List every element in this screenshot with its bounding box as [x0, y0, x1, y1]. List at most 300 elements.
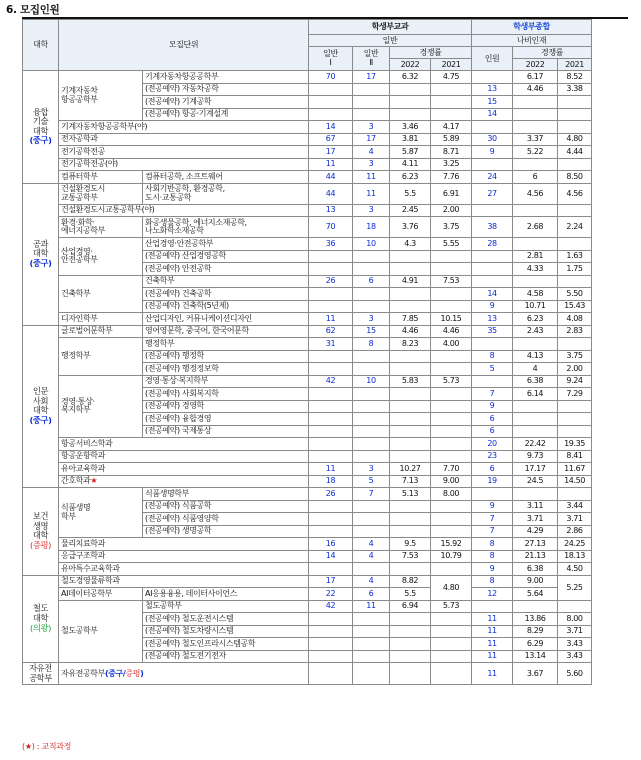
table-cell-value: 6.14: [513, 388, 558, 401]
table-cell-value: [431, 500, 472, 513]
table-cell-label: 화공생물공학, 에너지소재공학, 나노화학소재공학: [143, 217, 309, 238]
table-cell-value: 11: [353, 171, 390, 184]
table-cell-value: [431, 625, 472, 638]
table-cell-value: 7.70: [431, 463, 472, 476]
header-competition-subject: 경쟁률: [390, 47, 472, 59]
table-cell-label: 간호학과★: [59, 475, 309, 488]
table-cell-value: 3.75: [558, 350, 592, 363]
table-cell-value: [431, 350, 472, 363]
table-cell-value: 3.71: [558, 513, 592, 526]
table-cell-value: 4.75: [431, 71, 472, 84]
unit-arch: 건축학부: [59, 275, 143, 313]
table-cell-label: 응급구조학과: [59, 550, 309, 563]
table-cell-value: [390, 413, 431, 426]
table-cell-value: 5.60: [558, 663, 592, 685]
table-cell-value: 22.42: [513, 438, 558, 451]
table-cell-value: [513, 600, 558, 613]
table-cell-value: 4.08: [558, 313, 592, 326]
free-major-campus: (중구/증평): [104, 668, 144, 678]
table-cell-value: 9: [472, 146, 513, 159]
table-cell-value: 7: [472, 388, 513, 401]
table-cell-value: [472, 250, 513, 263]
table-cell-value: 38: [472, 217, 513, 238]
table-cell-value: 16: [309, 538, 353, 551]
table-cell-value: 5.22: [513, 146, 558, 159]
table-cell-value: 2.00: [558, 363, 592, 376]
table-cell-value: 42: [309, 600, 353, 613]
table-row: [23, 538, 629, 551]
college-engineering: 공과 대학 (중구): [23, 183, 59, 325]
table-cell-value: 3.46: [390, 121, 431, 134]
table-cell-value: 15: [472, 96, 513, 109]
table-cell-value: [390, 388, 431, 401]
table-cell-value: [558, 425, 592, 438]
table-cell-value: 35: [472, 325, 513, 338]
table-cell-value: [353, 663, 390, 685]
table-cell-value: 3.76: [390, 217, 431, 238]
table-cell-value: [353, 300, 390, 313]
unit-rail: 철도공학부: [59, 600, 143, 663]
table-cell-value: [431, 108, 472, 121]
header-subject-group: 학생부교과: [309, 20, 472, 35]
table-cell-value: [390, 613, 431, 626]
table-row: [23, 204, 629, 217]
table-cell-value: [390, 363, 431, 376]
table-cell-label: (전공예약) 건축학(5년제): [143, 300, 309, 313]
table-cell-label: (전공예약) 건축공학: [143, 288, 309, 301]
table-row: [23, 563, 629, 576]
table-cell-value: 18: [309, 475, 353, 488]
table-cell-value: 11: [353, 600, 390, 613]
table-cell-value: 17.17: [513, 463, 558, 476]
table-cell-value: 8.00: [558, 613, 592, 626]
table-cell-value: [558, 108, 592, 121]
table-cell-value: 3.38: [558, 83, 592, 96]
table-cell-value: 8.52: [558, 71, 592, 84]
header-2021-nabi: 2021: [558, 59, 592, 71]
table-cell-value: 5.25: [558, 575, 592, 600]
table-cell-value: [309, 388, 353, 401]
table-cell-value: [353, 250, 390, 263]
table-cell-value: [353, 350, 390, 363]
table-cell-value: 27.13: [513, 538, 558, 551]
table-cell-label: (전공예약) 철도인프라시스템공학: [143, 638, 309, 651]
table-cell-value: 2.81: [513, 250, 558, 263]
table-cell-value: [472, 375, 513, 388]
table-cell-value: [390, 563, 431, 576]
table-cell-value: 4.56: [558, 183, 592, 204]
table-cell-value: 6: [472, 425, 513, 438]
table-cell-value: 6.17: [513, 71, 558, 84]
college-health: 보건 생명 대학 (증평): [23, 488, 59, 576]
table-cell-value: 8.41: [558, 450, 592, 463]
table-cell-label: (전공예약) 자동차공학: [143, 83, 309, 96]
table-cell-value: 5.73: [431, 600, 472, 613]
table-cell-value: 4: [513, 363, 558, 376]
table-cell-value: [513, 108, 558, 121]
table-cell-value: 5: [472, 363, 513, 376]
table-row: [23, 550, 629, 563]
table-cell-value: 8: [472, 550, 513, 563]
table-cell-value: 2.45: [390, 204, 431, 217]
table-row: [23, 325, 629, 338]
table-cell-value: 5.5: [390, 183, 431, 204]
table-cell-value: [309, 438, 353, 451]
table-cell-value: 7.76: [431, 171, 472, 184]
table-cell-label: (전공예약) 철도차량시스템: [143, 625, 309, 638]
college-railway: 철도 대학 (의왕): [23, 575, 59, 663]
table-cell-value: 11: [472, 663, 513, 685]
table-cell-value: 62: [309, 325, 353, 338]
table-cell-value: 17: [309, 146, 353, 159]
table-cell-value: [390, 83, 431, 96]
table-cell-value: 5.89: [431, 133, 472, 146]
header-2022-subject: 2022: [390, 59, 431, 71]
table-cell-value: [390, 288, 431, 301]
table-cell-value: 9.00: [431, 475, 472, 488]
table-row: [23, 375, 629, 388]
table-cell-value: [390, 625, 431, 638]
college-convergence: 융합 기술 대학 (중구): [23, 71, 59, 184]
table-cell-value: 8.29: [513, 625, 558, 638]
table-cell-value: 18: [353, 217, 390, 238]
table-cell-value: 6.29: [513, 638, 558, 651]
table-cell-value: [309, 250, 353, 263]
table-cell-value: [353, 450, 390, 463]
table-cell-value: 3.44: [558, 500, 592, 513]
table-cell-value: [513, 413, 558, 426]
unit-admin: 행정학부: [59, 338, 143, 376]
table-cell-value: 3: [353, 313, 390, 326]
table-row: [23, 663, 629, 685]
header-general-2: 일반 Ⅱ: [353, 47, 390, 71]
table-cell-value: 5.87: [390, 146, 431, 159]
table-cell-value: [558, 413, 592, 426]
unit-biz: 경영·통상· 복지학부: [59, 375, 143, 438]
table-cell-value: 17: [353, 71, 390, 84]
table-cell-label: 철도공학부: [143, 600, 309, 613]
table-row: [23, 71, 629, 84]
header-general: 일반: [309, 35, 472, 47]
table-cell-value: 8.82: [390, 575, 431, 588]
table-cell-value: 11.67: [558, 463, 592, 476]
table-cell-value: [558, 338, 592, 351]
table-cell-value: [353, 438, 390, 451]
table-cell-value: [309, 288, 353, 301]
table-cell-value: 3.37: [513, 133, 558, 146]
table-cell-value: 4: [353, 146, 390, 159]
table-cell-value: [353, 638, 390, 651]
table-cell-value: [431, 250, 472, 263]
table-cell-value: [558, 96, 592, 109]
table-cell-value: [353, 263, 390, 276]
table-cell-value: [431, 83, 472, 96]
section-title: 6. 모집인원: [6, 4, 60, 16]
table-cell-value: [431, 513, 472, 526]
table-cell-value: [558, 121, 592, 134]
table-cell-value: [390, 513, 431, 526]
table-cell-label: 전기공학전공: [59, 146, 309, 159]
table-cell-value: 6.94: [390, 600, 431, 613]
table-cell-value: 2.43: [513, 325, 558, 338]
table-cell-value: 4.50: [558, 563, 592, 576]
table-cell-value: 4.56: [513, 183, 558, 204]
table-cell-value: 24: [472, 171, 513, 184]
footnote: (★) : 교직과정: [22, 742, 72, 751]
table-cell-value: 6.91: [431, 183, 472, 204]
table-cell-value: 7: [472, 525, 513, 538]
table-cell-value: 3.71: [558, 625, 592, 638]
table-cell-value: [390, 438, 431, 451]
table-cell-label: 컴퓨터학부: [59, 171, 143, 184]
table-cell-value: 13: [472, 313, 513, 326]
header-general-1: 일반 Ⅰ: [309, 47, 353, 71]
table-cell-value: 3.81: [390, 133, 431, 146]
table-cell-value: 10.71: [513, 300, 558, 313]
table-cell-value: 4.17: [431, 121, 472, 134]
unit-civil: 건설환경도시 교통공학부: [59, 183, 143, 204]
table-cell-value: 5.83: [390, 375, 431, 388]
table-row: [23, 450, 629, 463]
table-cell-value: 8: [472, 538, 513, 551]
table-cell-label: 컴퓨터공학, 소프트웨어: [143, 171, 309, 184]
unit-indus: 산업경영· 안전공학부: [59, 238, 143, 276]
table-cell-value: 9.5: [390, 538, 431, 551]
table-cell-value: 4: [353, 550, 390, 563]
table-cell-value: [353, 500, 390, 513]
table-cell-value: 9: [472, 400, 513, 413]
table-cell-label: (전공예약) 항공·기계설계: [143, 108, 309, 121]
table-cell-value: [309, 400, 353, 413]
table-cell-label: 산업디자인, 커뮤니케이션디자인: [143, 313, 309, 326]
table-cell-value: 44: [309, 183, 353, 204]
table-cell-value: 67: [309, 133, 353, 146]
unit-mech: 기계자동차 항공공학부: [59, 71, 143, 121]
table-cell-value: [431, 650, 472, 663]
table-cell-value: 12: [472, 588, 513, 601]
table-cell-value: 27: [472, 183, 513, 204]
table-cell-label: 유아교육학과: [59, 463, 309, 476]
table-cell-value: 11: [472, 650, 513, 663]
table-row: [23, 158, 629, 171]
header-college: 대학: [23, 20, 59, 71]
table-cell-value: 19: [472, 475, 513, 488]
table-cell-value: [558, 204, 592, 217]
table-cell-value: 7.29: [558, 388, 592, 401]
table-cell-value: 15.43: [558, 300, 592, 313]
table-cell-value: 10: [353, 375, 390, 388]
table-cell-value: [513, 400, 558, 413]
header-competition-nabi: 경쟁률: [513, 47, 592, 59]
table-cell-value: [513, 488, 558, 501]
table-cell-value: [390, 350, 431, 363]
table-cell-value: 3.43: [558, 650, 592, 663]
table-cell-value: [431, 288, 472, 301]
table-row: [23, 338, 629, 351]
table-cell-value: 2.83: [558, 325, 592, 338]
table-cell-value: 7.53: [390, 550, 431, 563]
table-cell-value: [431, 96, 472, 109]
table-cell-value: [390, 525, 431, 538]
table-cell-value: 3: [353, 158, 390, 171]
table-cell-label: 기계자동차항공공학부(야): [59, 121, 309, 134]
table-cell-value: 6.23: [390, 171, 431, 184]
table-cell-value: 31: [309, 338, 353, 351]
table-cell-value: 6: [513, 171, 558, 184]
table-cell-label: (전공예약) 행정정보학: [143, 363, 309, 376]
table-cell-value: 26: [309, 488, 353, 501]
table-cell-value: [513, 275, 558, 288]
table-cell-value: [390, 425, 431, 438]
table-cell-value: 24.5: [513, 475, 558, 488]
table-row: [23, 275, 629, 288]
table-cell-value: [390, 638, 431, 651]
table-cell-value: 5.55: [431, 238, 472, 251]
unit-env: 환경·화학· 에너지공학부: [59, 217, 143, 238]
table-cell-value: 11: [472, 613, 513, 626]
table-cell-value: 5.73: [431, 375, 472, 388]
table-cell-value: [390, 400, 431, 413]
table-cell-value: 17: [309, 575, 353, 588]
table-cell-value: 11: [472, 638, 513, 651]
table-cell-value: [472, 71, 513, 84]
table-cell-value: 15: [353, 325, 390, 338]
table-cell-value: [558, 158, 592, 171]
table-cell-value: 5.50: [558, 288, 592, 301]
table-cell-value: 6.38: [513, 375, 558, 388]
table-cell-value: [353, 525, 390, 538]
table-cell-value: 14: [309, 550, 353, 563]
table-cell-value: 2.68: [513, 217, 558, 238]
table-cell-value: 13: [309, 204, 353, 217]
table-cell-value: [390, 500, 431, 513]
table-cell-value: 23: [472, 450, 513, 463]
table-cell-value: 2.86: [558, 525, 592, 538]
table-cell-value: 10.79: [431, 550, 472, 563]
table-row: [23, 217, 629, 238]
table-cell-value: 4.91: [390, 275, 431, 288]
header-quota: 인원: [472, 47, 513, 71]
table-cell-value: [309, 83, 353, 96]
table-cell-value: 11: [472, 625, 513, 638]
table-cell-value: [353, 613, 390, 626]
college-free-major: 자유전 공학부: [23, 663, 59, 685]
table-cell-value: 30: [472, 133, 513, 146]
table-cell-value: 13: [472, 83, 513, 96]
table-cell-value: [309, 613, 353, 626]
table-cell-value: 20: [472, 438, 513, 451]
table-cell-label: 철도경영물류학과: [59, 575, 309, 588]
table-cell-label: 사회기반공학, 환경공학, 도시·교통공학: [143, 183, 309, 204]
table-cell-value: [431, 388, 472, 401]
table-cell-value: [353, 108, 390, 121]
table-cell-label: 건설환경도시교통공학부(야): [59, 204, 309, 217]
table-cell-label: (전공예약) 철도운전시스템: [143, 613, 309, 626]
table-row: [23, 488, 629, 501]
table-cell-value: 14: [472, 288, 513, 301]
table-cell-value: 21.13: [513, 550, 558, 563]
table-cell-value: 8.00: [431, 488, 472, 501]
unit-food: 식품생명 학부: [59, 488, 143, 538]
table-cell-value: 24.25: [558, 538, 592, 551]
table-cell-value: [309, 263, 353, 276]
table-cell-label: 유아특수교육학과: [59, 563, 309, 576]
table-cell-value: [390, 650, 431, 663]
table-cell-value: [472, 121, 513, 134]
table-cell-value: 2.00: [431, 204, 472, 217]
table-row: [23, 313, 629, 326]
table-cell-value: [309, 300, 353, 313]
table-cell-value: [431, 300, 472, 313]
table-cell-value: 1.75: [558, 263, 592, 276]
table-cell-value: [558, 400, 592, 413]
table-cell-value: [353, 96, 390, 109]
table-cell-label: (전공예약) 철도전기전자: [143, 650, 309, 663]
table-cell-value: 28: [472, 238, 513, 251]
table-row: [23, 600, 629, 613]
table-cell-value: 7.13: [390, 475, 431, 488]
table-cell-value: 14: [309, 121, 353, 134]
table-cell-value: [472, 263, 513, 276]
table-cell-label: (전공예약) 행정학: [143, 350, 309, 363]
table-cell-label: (전공예약) 기계공학: [143, 96, 309, 109]
table-cell-value: 6.32: [390, 71, 431, 84]
table-cell-label: 물리치료학과: [59, 538, 309, 551]
table-cell-value: [513, 425, 558, 438]
table-cell-value: [309, 450, 353, 463]
table-cell-value: 19.35: [558, 438, 592, 451]
table-cell-value: [309, 513, 353, 526]
table-cell-value: 1.63: [558, 250, 592, 263]
table-cell-value: [431, 400, 472, 413]
table-cell-value: 4: [353, 575, 390, 588]
table-cell-value: 4.00: [431, 338, 472, 351]
table-cell-label: 건축학부: [143, 275, 309, 288]
table-row: [23, 475, 629, 488]
table-cell-label: 경영·통상·복지학부: [143, 375, 309, 388]
table-cell-value: [390, 108, 431, 121]
table-cell-value: 2.24: [558, 217, 592, 238]
table-cell-value: [390, 663, 431, 685]
header-2021-subject: 2021: [431, 59, 472, 71]
table-row: [23, 146, 629, 159]
table-cell-label: 디자인학부: [59, 313, 143, 326]
table-cell-label: (전공예약) 산업경영공학: [143, 250, 309, 263]
table-cell-value: 5.13: [390, 488, 431, 501]
table-cell-value: 9: [472, 500, 513, 513]
header-2022-nabi: 2022: [513, 59, 558, 71]
table-row: [23, 588, 629, 601]
admissions-table: [22, 19, 629, 685]
table-cell-value: [431, 363, 472, 376]
table-cell-value: 8: [353, 338, 390, 351]
table-cell-value: [309, 500, 353, 513]
table-cell-value: 6: [353, 588, 390, 601]
table-cell-value: 22: [309, 588, 353, 601]
table-cell-value: [390, 96, 431, 109]
table-cell-value: [472, 275, 513, 288]
table-cell-label: 행정학부: [143, 338, 309, 351]
table-cell-value: [472, 338, 513, 351]
table-cell-value: 70: [309, 71, 353, 84]
table-cell-value: [513, 121, 558, 134]
table-cell-value: 3.71: [513, 513, 558, 526]
table-cell-label: (전공예약) 융합경영: [143, 413, 309, 426]
table-cell-value: 17: [353, 133, 390, 146]
table-cell-label: (전공예약) 식품영양학: [143, 513, 309, 526]
table-cell-value: 26: [309, 275, 353, 288]
table-cell-value: 3: [353, 463, 390, 476]
